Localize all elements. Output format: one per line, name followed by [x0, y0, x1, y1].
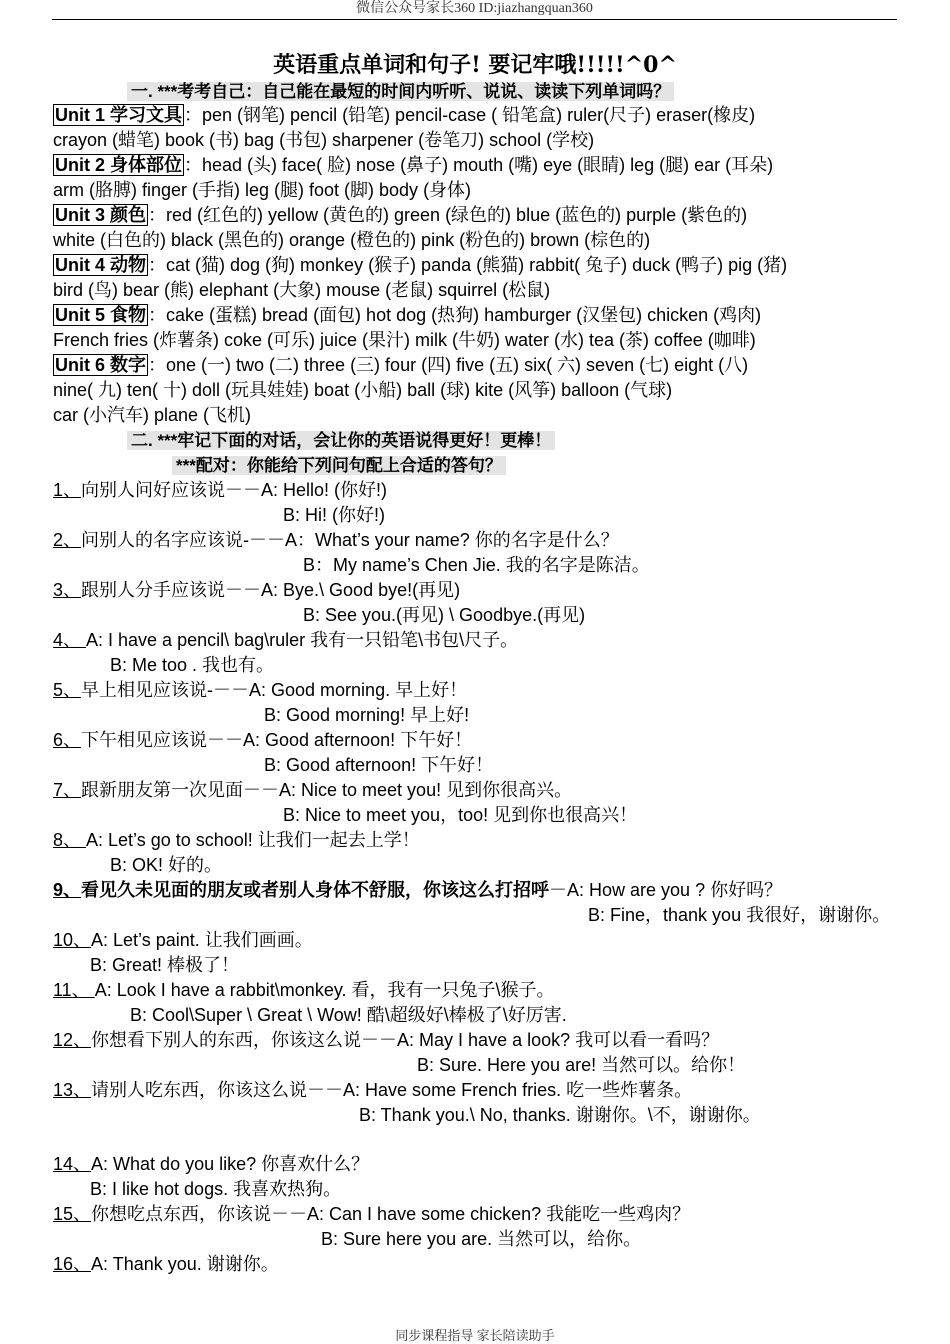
- dialogue-1-a: 1、向别人问好应该说－－A: Hello! (你好!): [53, 480, 388, 500]
- unit-1-line-1: Unit 1 学习文具 ：pen (钢笔) pencil (铅笔) pencil-case ( 铅笔盒) ruler(尺子) eraser(橡皮): [55, 105, 756, 125]
- dialogue-5-a: 5、早上相见应该说-－－A: Good morning. 早上好！: [53, 680, 468, 700]
- dialogue-3-a: 3、跟别人分手应该说－－A: Bye.\ Good bye!(再见): [53, 580, 461, 600]
- dialogue-2-b: B：My name’s Chen Jie. 我的名字是陈洁。: [303, 555, 650, 575]
- dialogue-10-a: 10、A: Let’s paint. 让我们画画。: [53, 930, 313, 950]
- dialogue-6-b: B: Good afternoon! 下午好！: [264, 755, 494, 775]
- dialogue-15-b: B: Sure here you are. 当然可以，给你。: [321, 1229, 642, 1249]
- unit-2-line-1: Unit 2 身体部位 ：head (头) face( 脸) nose (鼻子) mouth (嘴) eye (眼睛) leg (腿) ear (耳朵): [55, 155, 774, 175]
- unit-label: Unit 5 食物: [55, 305, 147, 325]
- page-header: 微信公众号家长360 ID:jiazhangquan360: [52, 0, 897, 20]
- dialogue-3-b: B: See you.(再见) \ Goodbye.(再见): [303, 605, 586, 625]
- unit-label: Unit 2 身体部位: [55, 155, 183, 175]
- dialogue-10-b: B: Great! 棒极了！: [90, 955, 240, 975]
- unit-label: Unit 3 颜色: [55, 205, 147, 225]
- dialogue-2-a: 2、问别人的名字应该说-－－A：What’s your name? 你的名字是什么？: [53, 530, 619, 550]
- section-1-heading: 一. ***考考自己：自己能在最短的时间内听听、说说、读读下列单词吗？: [127, 79, 674, 104]
- unit-2-line-2: arm (胳膊) finger (手指) leg (腿) foot (脚) body (身体): [53, 180, 472, 200]
- section-2-heading: 二. ***牢记下面的对话，会让你的英语说得更好！更棒！: [127, 428, 555, 453]
- page-footer: 同步课程指导 家长陪读助手: [395, 1328, 555, 1343]
- dialogue-8-b: B: OK! 好的。: [110, 855, 223, 875]
- dialogue-7-a: 7、跟新朋友第一次见面－－A: Nice to meet you! 见到你很高兴。: [53, 780, 573, 800]
- dialogue-4-b: B: Me too . 我也有。: [110, 655, 275, 675]
- unit-label: Unit 4 动物: [55, 255, 147, 275]
- dialogue-4-a: 4、 A: I have a pencil\ bag\ruler 我有一只铅笔\书包\尺子。: [53, 630, 519, 650]
- dialogue-14-b: B: I like hot dogs. 我喜欢热狗。: [90, 1179, 342, 1199]
- unit-6-line-2: nine( 九) ten( 十) doll (玩具娃娃) boat (小船) ball (球) kite (风筝) balloon (气球): [53, 380, 673, 400]
- dialogue-13-a: 13、请别人吃东西，你该这么说－－A: Have some French fries. 吃一些炸薯条。: [53, 1080, 693, 1100]
- unit-1-line-2: crayon (蜡笔) book (书) bag (书包) sharpener (卷笔刀) school (学校): [53, 130, 595, 150]
- unit-label: Unit 6 数字: [55, 355, 147, 375]
- unit-6-line-1: Unit 6 数字 ：one (一) two (二) three (三) four (四) five (五) six( 六) seven (七) eight (八): [55, 355, 749, 375]
- dialogue-5-b: B: Good morning! 早上好!: [264, 705, 470, 725]
- dialogue-9-b: B: Fine，thank you 我很好，谢谢你。: [588, 905, 891, 925]
- unit-3-line-1: Unit 3 颜色 ：red (红色的) yellow (黄色的) green (绿色的) blue (蓝色的) purple (紫色的): [55, 205, 748, 225]
- dialogue-11-b: B: Cool\Super \ Great \ Wow! 酷\超级好\棒极了\好厉害.: [130, 1005, 567, 1025]
- unit-5-line-2: French fries (炸薯条) coke (可乐) juice (果汁) milk (牛奶) water (水) tea (茶) coffee (咖啡): [53, 330, 756, 350]
- unit-4-line-2: bird (鸟) bear (熊) elephant (大象) mouse (老鼠) squirrel (松鼠): [53, 280, 551, 300]
- dialogue-16-a: 16、A: Thank you. 谢谢你。: [53, 1254, 279, 1274]
- dialogue-12-a: 12、你想看下别人的东西，你该这么说－－A: May I have a look? 我可以看一看吗？: [53, 1030, 720, 1050]
- dialogue-1-b: B: Hi! (你好!): [283, 505, 385, 525]
- dialogue-12-b: B: Sure. Here you are! 当然可以。给你！: [417, 1055, 746, 1075]
- section-2-subheading: ***配对：你能给下列问句配上合适的答句？: [172, 453, 506, 478]
- dialogue-13-b: B: Thank you.\ No, thanks. 谢谢你。\不，谢谢你。: [359, 1105, 761, 1125]
- unit-5-line-1: Unit 5 食物 ：cake (蛋糕) bread (面包) hot dog (热狗) hamburger (汉堡包) chicken (鸡肉): [55, 305, 762, 325]
- unit-6-line-3: car (小汽车) plane (飞机): [53, 405, 252, 425]
- dialogue-6-a: 6、下午相见应该说－－A: Good afternoon! 下午好！: [53, 730, 473, 750]
- dialogue-11-a: 11、 A: Look I have a rabbit\monkey. 看，我有一只兔子\猴子。: [53, 980, 555, 1000]
- unit-label: Unit 1 学习文具: [55, 105, 183, 125]
- page-title: 英语重点单词和句子! 要记牢哦!!!!!^0^: [273, 52, 677, 78]
- unit-3-line-2: white (白色的) black (黑色的) orange (橙色的) pink (粉色的) brown (棕色的): [53, 230, 651, 250]
- dialogue-9-a: 9、看见久未见面的朋友或者别人身体不舒服，你该这么打招呼－A: How are you ? 你好吗？: [53, 880, 783, 900]
- dialogue-14-a: 14、A: What do you like? 你喜欢什么？: [53, 1154, 370, 1174]
- unit-4-line-1: Unit 4 动物 ：cat (猫) dog (狗) monkey (猴子) panda (熊猫) rabbit( 兔子) duck (鸭子) pig (猪): [55, 255, 788, 275]
- dialogue-15-a: 15、你想吃点东西，你该说－－A: Can I have some chicken? 我能吃一些鸡肉？: [53, 1204, 691, 1224]
- dialogue-8-a: 8、 A: Let’s go to school! 让我们一起去上学！: [53, 830, 420, 850]
- dialogue-7-b: B: Nice to meet you，too! 见到你也很高兴！: [283, 805, 638, 825]
